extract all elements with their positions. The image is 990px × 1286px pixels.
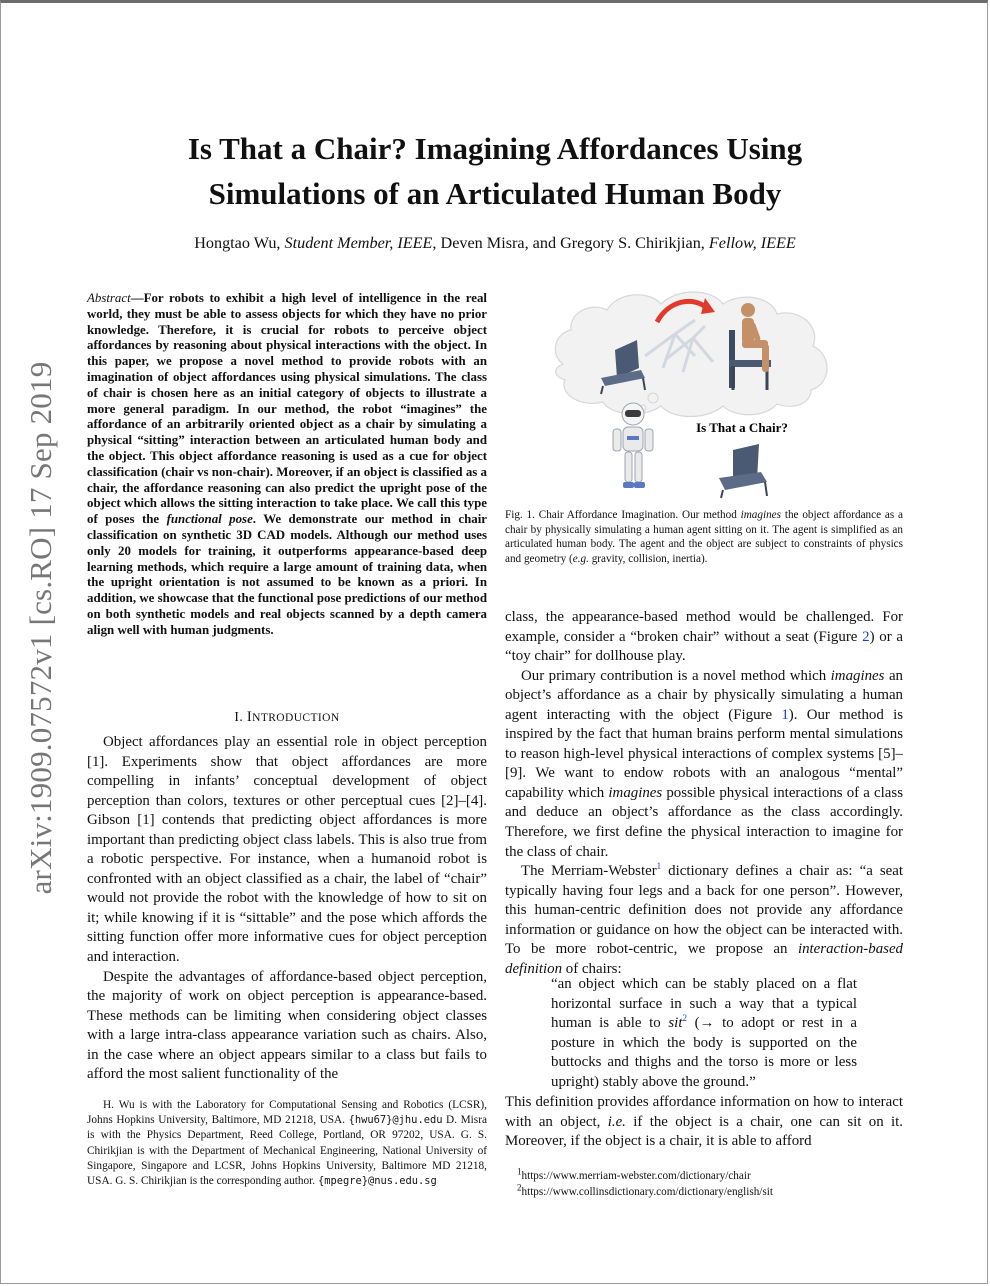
right-column-continued xyxy=(505,1093,903,1152)
right-paragraph-4 xyxy=(505,1093,903,1152)
caption-text-3: gravity, collision, inertia). xyxy=(588,552,708,565)
intro-paragraph-1: Object affordances play an essential role in object perception [1]. Experiments show that object affordances are more compelling in infants’ conceptual development of object perception than colors, textures or other perceptual cues [2]–[4]. Gibson [1] contends that predicting object affordances is more important than predicting object class labels. This is also true from a robotic perspective. For instance, when a humanoid robot is confronted with an object classified as a chair, the label of “chair” would not provide the robot with the knowledge of how to sit on it; while knowing if it is “sittable” and the pose which affords the sitting function offer more informative cues for object perception and interaction. xyxy=(87,734,487,966)
p3-text-b: dictionary defines a chair as: “a seat typically having four legs and a back for one person”. However, this human-centric definition does not provide any affordance information or guidance on how the object can be interacted with. To be more robot-centric, we propose an xyxy=(505,863,903,958)
p4-text-a: This definition provides affordance information on how to interact with an object, xyxy=(505,1094,903,1130)
arxiv-id: arXiv:1909.07572v1 [cs.RO] 17 Sep 2019 xyxy=(23,361,58,894)
p2-imagines-2: imagines xyxy=(608,784,663,801)
footnote-2 xyxy=(517,1184,897,1200)
author-role-2: Fellow, IEEE xyxy=(708,234,796,252)
affil-email-2: {mpegre}@nus.edu.sg xyxy=(317,1175,437,1188)
title-line-1: Is That a Chair? Imagining Affordances Using xyxy=(187,131,803,166)
caption-eg: e.g. xyxy=(572,552,589,565)
affil-text-1: H. Wu is with the Laboratory for Computational Sensing and Robotics (LCSR), Johns Hopkins University, Baltimore, MD 21218, USA. xyxy=(87,1099,487,1127)
thought-bubble-dot-1 xyxy=(648,393,658,403)
p1-text-b: ) or a “toy chair” for dollhouse play. xyxy=(505,628,903,665)
abstract-functional-pose: functional pose xyxy=(166,512,253,527)
paper-title xyxy=(0,126,990,216)
quote-text-1: “an object which can be stably placed on a flat horizontal surface in such a way that a typical human is able to xyxy=(551,976,857,1032)
url-footnotes xyxy=(517,1168,897,1200)
p1-text-a: class, the appearance-based method would be challenged. For example, consider a “broken chair” without a seat (Figure xyxy=(505,609,903,645)
figure-label: Is That a Chair? xyxy=(696,420,788,435)
figure-2-link[interactable]: 2 xyxy=(862,628,870,645)
p3-definition: interaction-based definition xyxy=(505,941,903,977)
figure-1-illustration xyxy=(545,286,837,502)
abstract xyxy=(87,291,487,639)
arxiv-stamp xyxy=(22,345,60,910)
abstract-lead: Abstract xyxy=(87,291,131,305)
author-role-1: Student Member, IEEE xyxy=(284,234,433,252)
footnote-1-url[interactable]: https://www.merriam-webster.com/dictionary/chair xyxy=(521,1170,751,1182)
p4-ie: i.e. xyxy=(607,1113,626,1130)
chair-icon-bottom xyxy=(719,444,767,498)
abstract-text: —For robots to exhibit a high level of intelligence in the real world, they must be able to assess objects for which they have no prior knowledge. Therefore, it is crucial for robots to perceive object affordances by reasoning about physical interactions with the object. In this paper, we propose a novel method to provide robots with an imagination of object affordances using physical simulations. The class of chair is chosen here as an initial category of objects to illustrate a more general paradigm. In our method, the robot “imagines” the affordance of an arbitrarily oriented object as a chair by simulating a physical “sitting” interaction between an articulated human body and the object. This object affordance reasoning is used as a cue for object classification (chair vs non-chair). Moreover, if an object is classified as a chair, the affordance reasoning can also predict the upright pose of the object which allows the sitting interaction to take place. We call this type of poses the xyxy=(87,291,487,527)
author-list xyxy=(0,234,990,253)
robot-icon xyxy=(613,403,653,488)
quote-text-2: (→ to adopt or rest in a posture in which the body is supported on the buttocks and thighs and the torso is more or less upright) stably above the ground.” xyxy=(551,1015,858,1090)
right-paragraph-1 xyxy=(505,608,903,667)
p3-text-c: of chairs: xyxy=(562,960,622,977)
section-cap: I xyxy=(246,709,253,725)
p2-imagines: imagines xyxy=(830,667,885,684)
p2-text-a: Our primary contribution is a novel method which xyxy=(521,667,831,684)
footnote-ref-2[interactable]: 2 xyxy=(682,1013,687,1024)
figure-1-caption xyxy=(505,508,903,566)
figure-1-link[interactable]: 1 xyxy=(781,706,789,723)
abstract-text-2: . We demonstrate our method in chair classification on synthetic 3D CAD models. Although our method uses only 20 models for training, it outperforms appearance-based deep learning methods, which require a large amount of training data, when the upright orientation is not assumed to be known as a priori. In addition, we showcase that the functional pose predictions of our method on both synthetic models and real objects scanned by a depth camera align well with human judgments. xyxy=(87,512,487,637)
intro-paragraph-2: Despite the advantages of affordance-based object perception, the majority of work on object perception is appearance-based. These methods can be limiting when considering object classes with a large intra-class appearance variation such as chairs. Also, in the case where an object appears similar to a class but fails to afford the most salient functionality of the xyxy=(87,968,487,1083)
affil-text-2: D. Misra is with the Physics Department, Reed College, Portland, OR 97202, USA. G. S. Chirikjian is with the Department of Mechanical Engineering, National University of Singapore, Singapore and LCSR, Johns Hopkins University, Baltimore MD 21218, USA. G. S. Chirikjian is the corresponding author. xyxy=(87,1114,487,1188)
section-rest: NTRODUCTION xyxy=(252,712,340,724)
footnote-2-number: 2 xyxy=(517,1182,522,1193)
affiliation-footnote xyxy=(87,1098,487,1189)
right-paragraph-2 xyxy=(505,667,903,862)
p4-text-b: if the object is a chair, one can sit on it. Moreover, if the object is a chair, it is able to afford xyxy=(505,1113,903,1150)
affil-email-1: {hwu67}@jhu.edu xyxy=(348,1114,443,1127)
footnote-1-number: 1 xyxy=(517,1166,522,1177)
right-paragraph-3 xyxy=(505,862,903,979)
left-column xyxy=(87,733,487,1085)
p3-text-a: The Merriam-Webster xyxy=(521,863,657,880)
title-line-2: Simulations of an Articulated Human Body xyxy=(208,176,782,211)
figure-1 xyxy=(545,286,837,502)
thought-cloud xyxy=(555,292,827,417)
footnote-ref-1[interactable]: 1 xyxy=(656,861,662,872)
author-text-2: , Deven Misra, and Gregory S. Chirikjian, xyxy=(432,234,709,252)
p2-text-c: ). Our method is inspired by the fact that human brains perform mental simulations to reason high-level physical interactions of complex systems [5]–[9]. We want to endow robots with an analogous “mental” capability which xyxy=(505,706,903,801)
caption-text-2: the object affordance as a chair by physically simulating a human agent sitting on it. The agent is simplified as an articulated human body. The agent and the object are subject to constraints of physics and geometry ( xyxy=(505,509,903,565)
right-column xyxy=(505,608,903,979)
p2-text-d: possible physical interactions of a class and deduce an object’s affordance as the class accordingly. Therefore, we first define the physical interaction to imagine for the class of chair. xyxy=(505,784,903,860)
footnote-2-url[interactable]: https://www.collinsdictionary.com/dictionary/english/sit xyxy=(521,1186,773,1198)
caption-imagines: imagines xyxy=(740,509,782,521)
caption-text-1: Fig. 1. Chair Affordance Imagination. Our method xyxy=(505,509,741,521)
quote-sit: sit xyxy=(668,1015,683,1032)
p2-text-b: an object’s affordance as a chair by physically simulating a human agent interacting with the object (Figure xyxy=(505,667,903,723)
footnote-1 xyxy=(517,1168,897,1184)
definition-quote xyxy=(551,975,857,1092)
section-heading xyxy=(87,709,487,726)
author-text-1: Hongtao Wu, xyxy=(194,234,285,252)
section-number: I. xyxy=(234,709,247,724)
